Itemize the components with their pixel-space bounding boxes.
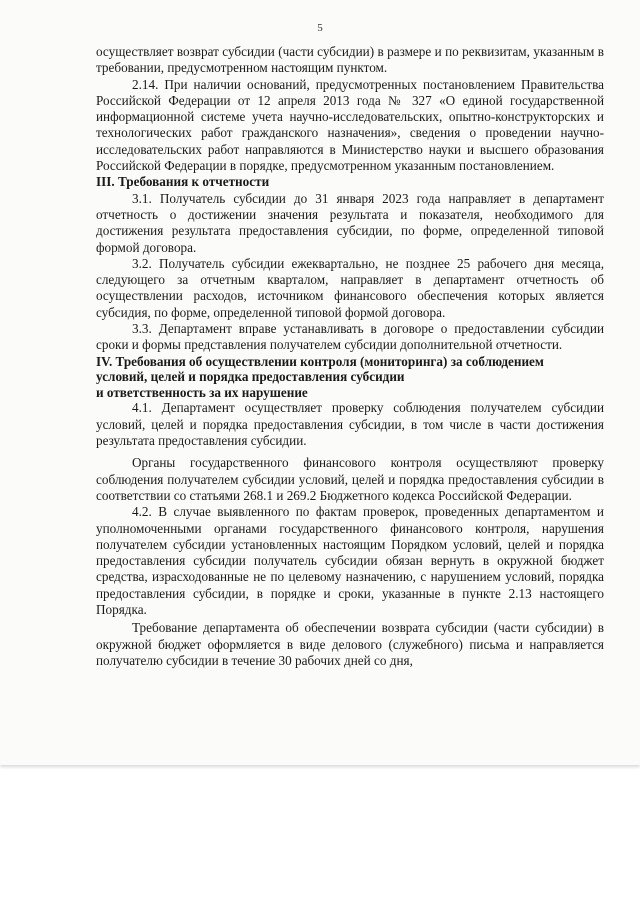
- section-4-heading: [96, 354, 604, 401]
- paragraph-3-2: 3.2. Получатель субсидии ежеквартально, не позднее 25 рабочего дня месяца, следующего за отчетным кварталом, направляет в департамент отчетность об осуществлении расходов, источником финансового обеспечения которых является субсидия, по форме, определенной типовой формой договора.: [96, 255, 604, 320]
- paragraph-continuation: осуществляет возврат субсидии (части субсидии) в размере и по реквизитам, указанным в требовании, предусмотренном настоящим пунктом.: [96, 44, 604, 76]
- paragraph-refund-demand: Требование департамента об обеспечении возврата субсидии (части субсидии) в окружной бюджет оформляется в виде делового (служебного) письма и направляется получателю субсидии в течение 30 рабочих дней со дня,: [96, 620, 604, 668]
- section-3-heading: III. Требования к отчетности: [96, 174, 270, 190]
- paragraph-3-1: 3.1. Получатель субсидии до 31 января 2023 года направляет в департамент отчетность о достижении значения результата и показателя, необходимого для достижения результата предоставления субсидии, по форме, определенной типовой формой договора.: [96, 190, 604, 255]
- paragraph-2-14: 2.14. При наличии оснований, предусмотренных постановлением Правительства Российской Федерации от 12 апреля 2013 года № 327 «О единой государственной информационной системе учета научно-исследовательских, опытно-конструкторских и технологических работ гражданского назначения», сведения о проведении научно-исследовательских работ направляются в Министерство науки и высшего образования Российской Федерации в порядке, предусмотренном указанным постановлением.: [96, 76, 604, 174]
- paragraph-3-3: 3.3. Департамент вправе устанавливать в договоре о предоставлении субсидии сроки и формы представления получателем субсидии дополнительной отчетности.: [96, 321, 604, 353]
- paragraph-financial-control: Органы государственного финансового контроля осуществляют проверку соблюдения получателем субсидии условий, целей и порядка предоставления субсидии в соответствии со статьями 268.1 и 269.2 Бюджетного кодекса Российской Федерации.: [96, 455, 604, 503]
- section-4-heading-line-2: условий, целей и порядка предоставления субсидии: [96, 369, 405, 385]
- document-body: [96, 44, 604, 669]
- section-4-heading-line-3: и ответственность за их нарушение: [96, 384, 308, 400]
- page-number: 5: [317, 22, 323, 34]
- paragraph-4-2: 4.2. В случае выявленного по фактам проверок, проведенных департаментом и уполномоченными органами государственного финансового контроля, нарушения получателем субсидии установленных настоящим Порядком условий, целей и порядка предоставления субсидии получатель субсидии обязан вернуть в окружной бюджет средства, израсходованные не по целевому назначению, с нарушением условий, порядка предоставления субсидии, в порядке и сроки, указанные в пункте 2.13 настоящего Порядка.: [96, 504, 604, 617]
- paragraph-4-1: 4.1. Департамент осуществляет проверку соблюдения получателем субсидии условий, целей и порядка предоставления субсидии, в том числе в части достижения результата предоставления субсидии.: [96, 400, 604, 449]
- section-4-heading-line-1: IV. Требования об осуществлении контроля (мониторинга) за соблюдением: [96, 353, 544, 369]
